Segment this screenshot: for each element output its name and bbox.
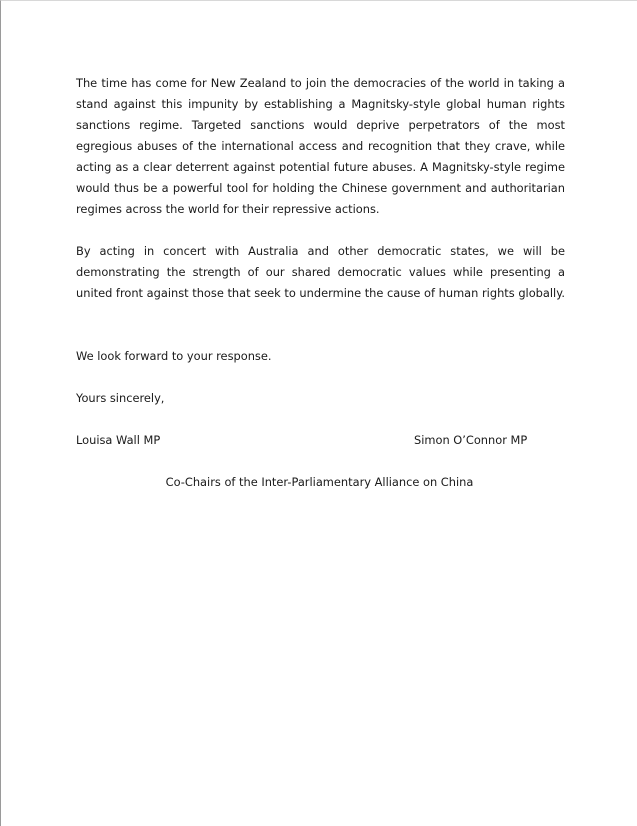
- signatory-title: Co-Chairs of the Inter-Parliamentary Alliance on China: [165, 475, 474, 489]
- salutation: Yours sincerely,: [76, 391, 165, 405]
- signatory-louisa-wall: Louisa Wall MP: [76, 433, 161, 447]
- paragraph-sanctions-regime: The time has come for New Zealand to join the democracies of the world in taking a stand against this impunity by establishing a Magnitsky-style global human rights sanctions regime. Targeted sanctions would deprive perpetrators of the most egregious abuses of the international access and recognition that they crave, while acting as a clear deterrent against potential future abuses. A Magnitsky-style regime would thus be a powerful tool for holding the Chinese government and authoritarian regimes across the world for their repressive actions.: [76, 76, 565, 216]
- paragraph-democratic-states: By acting in concert with Australia and other democratic states, we will be demonstrating the strength of our shared democratic values while presenting a united front against those that seek to undermine the cause of human rights globally.: [76, 244, 565, 300]
- closing-line: We look forward to your response.: [76, 349, 272, 363]
- signatory-simon-oconnor: Simon O’Connor MP: [414, 433, 528, 447]
